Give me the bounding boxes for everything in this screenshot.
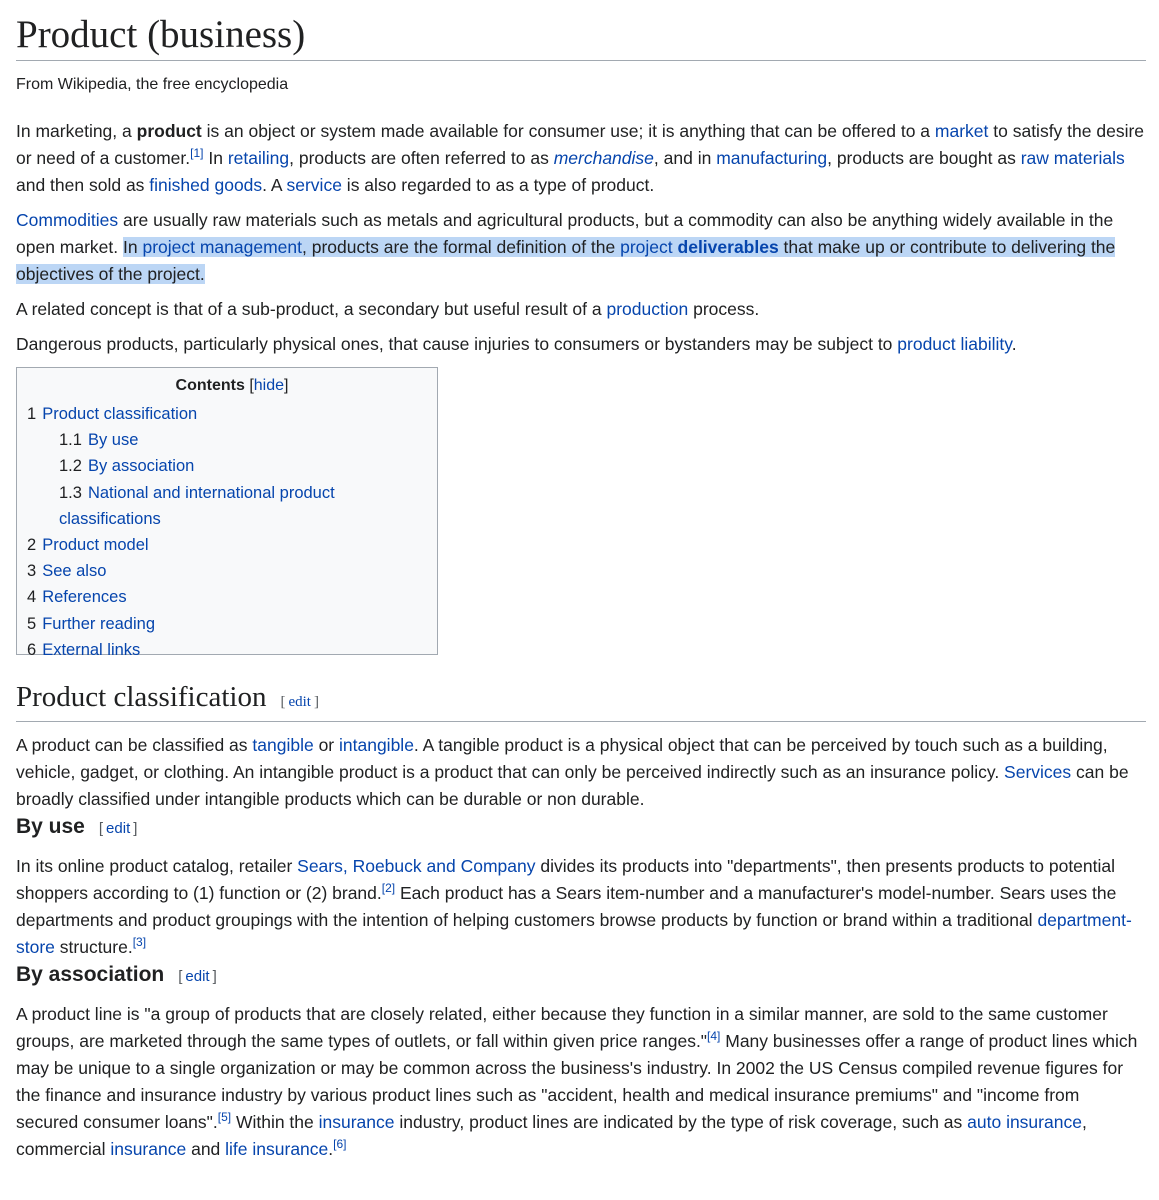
text: industry, product lines are indicated by the type of risk coverage, such as — [394, 1112, 968, 1132]
bracket: [ — [98, 820, 104, 837]
text: . — [1011, 334, 1017, 354]
toc-item-further-reading[interactable] — [27, 611, 437, 637]
heading-text: By association — [16, 963, 165, 986]
toc-toggle-wrapper — [249, 377, 288, 394]
link-commercial-insurance[interactable]: insurance — [110, 1139, 187, 1159]
text-selection-highlight — [16, 237, 1115, 284]
heading-text: Product classification — [16, 681, 267, 713]
text: is also regarded to as a type of product. — [341, 175, 655, 195]
text: can be broadly classified under intangible products which can be durable or non durable. — [16, 762, 1129, 809]
text: , and in — [653, 148, 717, 168]
reference-5[interactable]: [5] — [217, 1110, 232, 1125]
text: divides its products into "departments", then presents products to potential shoppers according to (1) function or (2) brand. — [16, 856, 1116, 903]
text: and then sold as — [16, 175, 150, 195]
text: , commercial — [16, 1112, 1087, 1159]
toc-item-references[interactable] — [27, 584, 437, 610]
text: Within the — [231, 1112, 319, 1132]
link-merchandise[interactable] — [554, 148, 654, 168]
text: . A tangible product is a physical object that can be perceived by touch such as a building, vehicle, gadget, or clothing. An intangible product is a product that can only be perceived indirectly such as an insurance policy. — [16, 735, 1108, 782]
table-of-contents — [16, 367, 438, 659]
toc-link[interactable]: See also — [42, 562, 107, 581]
edit-section — [178, 968, 217, 985]
toc-link[interactable]: References — [42, 588, 127, 607]
toc-number: 4 — [27, 588, 37, 607]
toc-item-by-use[interactable] — [27, 427, 437, 453]
toc-link[interactable]: Product model — [42, 536, 149, 555]
text: In marketing, a — [16, 121, 137, 141]
link-manufacturing[interactable]: manufacturing — [716, 148, 828, 168]
text: are usually raw materials such as metals and agricultural products, but a commodity can also be anything widely available in the open market. — [16, 210, 1114, 257]
intro-paragraph-3 — [16, 296, 1146, 323]
text: A product can be classified as — [16, 735, 253, 755]
text: to satisfy the desire or need of a customer. — [16, 121, 1145, 168]
toc-number: 1.2 — [59, 457, 82, 476]
link-product-liability[interactable]: product liability — [897, 334, 1012, 354]
text: is an object or system made available for consumer use; it is anything that can be offered to a — [201, 121, 935, 141]
intro-paragraph-1 — [16, 118, 1146, 199]
bracket: [ — [249, 377, 254, 394]
edit-link[interactable]: edit — [106, 820, 131, 837]
toc-number: 1 — [27, 405, 37, 423]
toc-title — [27, 377, 437, 395]
text: and — [186, 1139, 226, 1159]
by-association-paragraph — [16, 1001, 1146, 1163]
text: Each product has a Sears item-number and a manufacturer's model-number. Sears uses the departments and product groupings with the intention of helping customers browse products by function or brand within a traditional — [16, 883, 1117, 930]
reference-6[interactable]: [6] — [333, 1137, 347, 1152]
link-insurance[interactable]: insurance — [318, 1112, 395, 1132]
bold-term: product — [136, 121, 202, 141]
toc-item-national-classifications[interactable] — [27, 480, 437, 532]
toc-link[interactable]: By association — [87, 457, 195, 476]
link-text: deliverables — [677, 237, 779, 257]
site-tagline: From Wikipedia, the free encyclopedia — [16, 76, 289, 93]
text: In its online product catalog, retailer — [16, 856, 298, 876]
text: Many businesses offer a range of product lines which may be unique to a single organization or may be common across the business's industry. In 2002 the US Census compiled revenue figures for the finance and insurance industry by various product lines such as "accident, health and medical insurance premiums" and "income from secured consumer loans". — [16, 1031, 1138, 1132]
edit-link[interactable]: edit — [288, 694, 311, 710]
bracket: [ — [178, 968, 183, 985]
link-raw-materials[interactable]: raw materials — [1020, 148, 1125, 168]
toc-link[interactable]: By use — [87, 431, 139, 450]
link-market[interactable]: market — [934, 121, 989, 141]
text: Dangerous products, particularly physical ones, that cause injuries to consumers or bystanders may be subject to — [16, 334, 898, 354]
link-production[interactable]: production — [606, 299, 689, 319]
toc-number: 1.1 — [59, 431, 82, 450]
toc-number: 1.3 — [59, 483, 82, 502]
section-heading-by-association — [16, 961, 1146, 991]
reference-4[interactable]: [4] — [707, 1029, 721, 1044]
classification-paragraph — [16, 732, 1146, 813]
bracket: ] — [212, 968, 217, 985]
link-finished-goods[interactable]: finished goods — [149, 175, 263, 195]
reference-2[interactable]: [2] — [381, 881, 396, 896]
bracket: [ — [280, 694, 286, 710]
link-project-management[interactable]: project management — [142, 237, 303, 257]
link-retailing[interactable]: retailing — [227, 148, 290, 168]
toc-item-by-association[interactable] — [27, 453, 437, 479]
text: , products are bought as — [827, 148, 1021, 168]
text: that make up or contribute to delivering the objectives of the project. — [16, 237, 1116, 284]
link-life-insurance[interactable]: life insurance — [225, 1139, 329, 1159]
link-text: merchandise — [553, 148, 654, 168]
toc-hide-toggle[interactable]: hide — [253, 377, 285, 394]
text: . A — [262, 175, 287, 195]
link-deliverables[interactable] — [678, 237, 779, 257]
link-intangible[interactable]: intangible — [339, 735, 414, 755]
toc-item-see-also[interactable] — [27, 558, 437, 584]
text: In — [123, 237, 143, 257]
text: A related concept is that of a sub-product, a secondary but useful result of a — [16, 299, 607, 319]
text: In — [203, 148, 228, 168]
text: process. — [688, 299, 760, 319]
link-auto-insurance[interactable]: auto insurance — [967, 1112, 1082, 1132]
bracket: ] — [133, 820, 138, 837]
reference-1[interactable]: [1] — [190, 146, 204, 161]
toc-number: 2 — [27, 536, 37, 555]
by-use-paragraph — [16, 853, 1146, 961]
text: . — [328, 1139, 334, 1159]
toc-item-external-links[interactable] — [27, 637, 437, 663]
edit-section — [99, 820, 138, 837]
reference-3[interactable]: [3] — [132, 935, 147, 950]
text: or — [313, 735, 339, 755]
toc-item-product-classification[interactable] — [27, 401, 437, 427]
text: A product line is "a group of products that are closely related, either because they function in a similar manner, are sold to the same customer groups, are marketed through the same types of outlets, or fall within given price ranges." — [16, 1004, 1108, 1051]
toc-number: 6 — [27, 640, 37, 659]
text: structure. — [54, 937, 133, 957]
intro-paragraph-4 — [16, 331, 1146, 358]
link-project[interactable]: project — [620, 237, 673, 257]
toc-heading: Contents — [175, 377, 245, 394]
text: , products are often referred to as — [289, 148, 554, 168]
section-heading-product-classification — [16, 679, 1146, 722]
bracket: ] — [284, 377, 289, 394]
page-title: Product (business) — [16, 0, 1146, 61]
toc-number: 5 — [27, 614, 37, 633]
toc-link[interactable]: Further reading — [42, 614, 155, 633]
toc-link[interactable]: Product classification — [42, 405, 198, 423]
link-commodities[interactable]: Commodities — [16, 210, 119, 230]
text: , products are the formal definition of the — [302, 237, 621, 257]
link-department-store[interactable]: department-store — [16, 910, 1132, 957]
toc-item-product-model[interactable] — [27, 532, 437, 558]
edit-link[interactable]: edit — [185, 968, 210, 985]
link-services[interactable]: Services — [1004, 762, 1072, 782]
toc-link[interactable]: National and international product classifications — [59, 483, 335, 528]
edit-section — [280, 694, 319, 710]
intro-paragraph-2 — [16, 207, 1146, 288]
link-tangible[interactable]: tangible — [252, 735, 314, 755]
toc-number: 3 — [27, 562, 37, 581]
section-heading-by-use — [16, 813, 1146, 843]
link-service[interactable]: service — [286, 175, 342, 195]
bracket: ] — [313, 694, 319, 710]
heading-text: By use — [16, 815, 85, 838]
toc-link[interactable]: External links — [42, 640, 141, 659]
link-sears[interactable]: Sears, Roebuck and Company — [297, 856, 536, 876]
